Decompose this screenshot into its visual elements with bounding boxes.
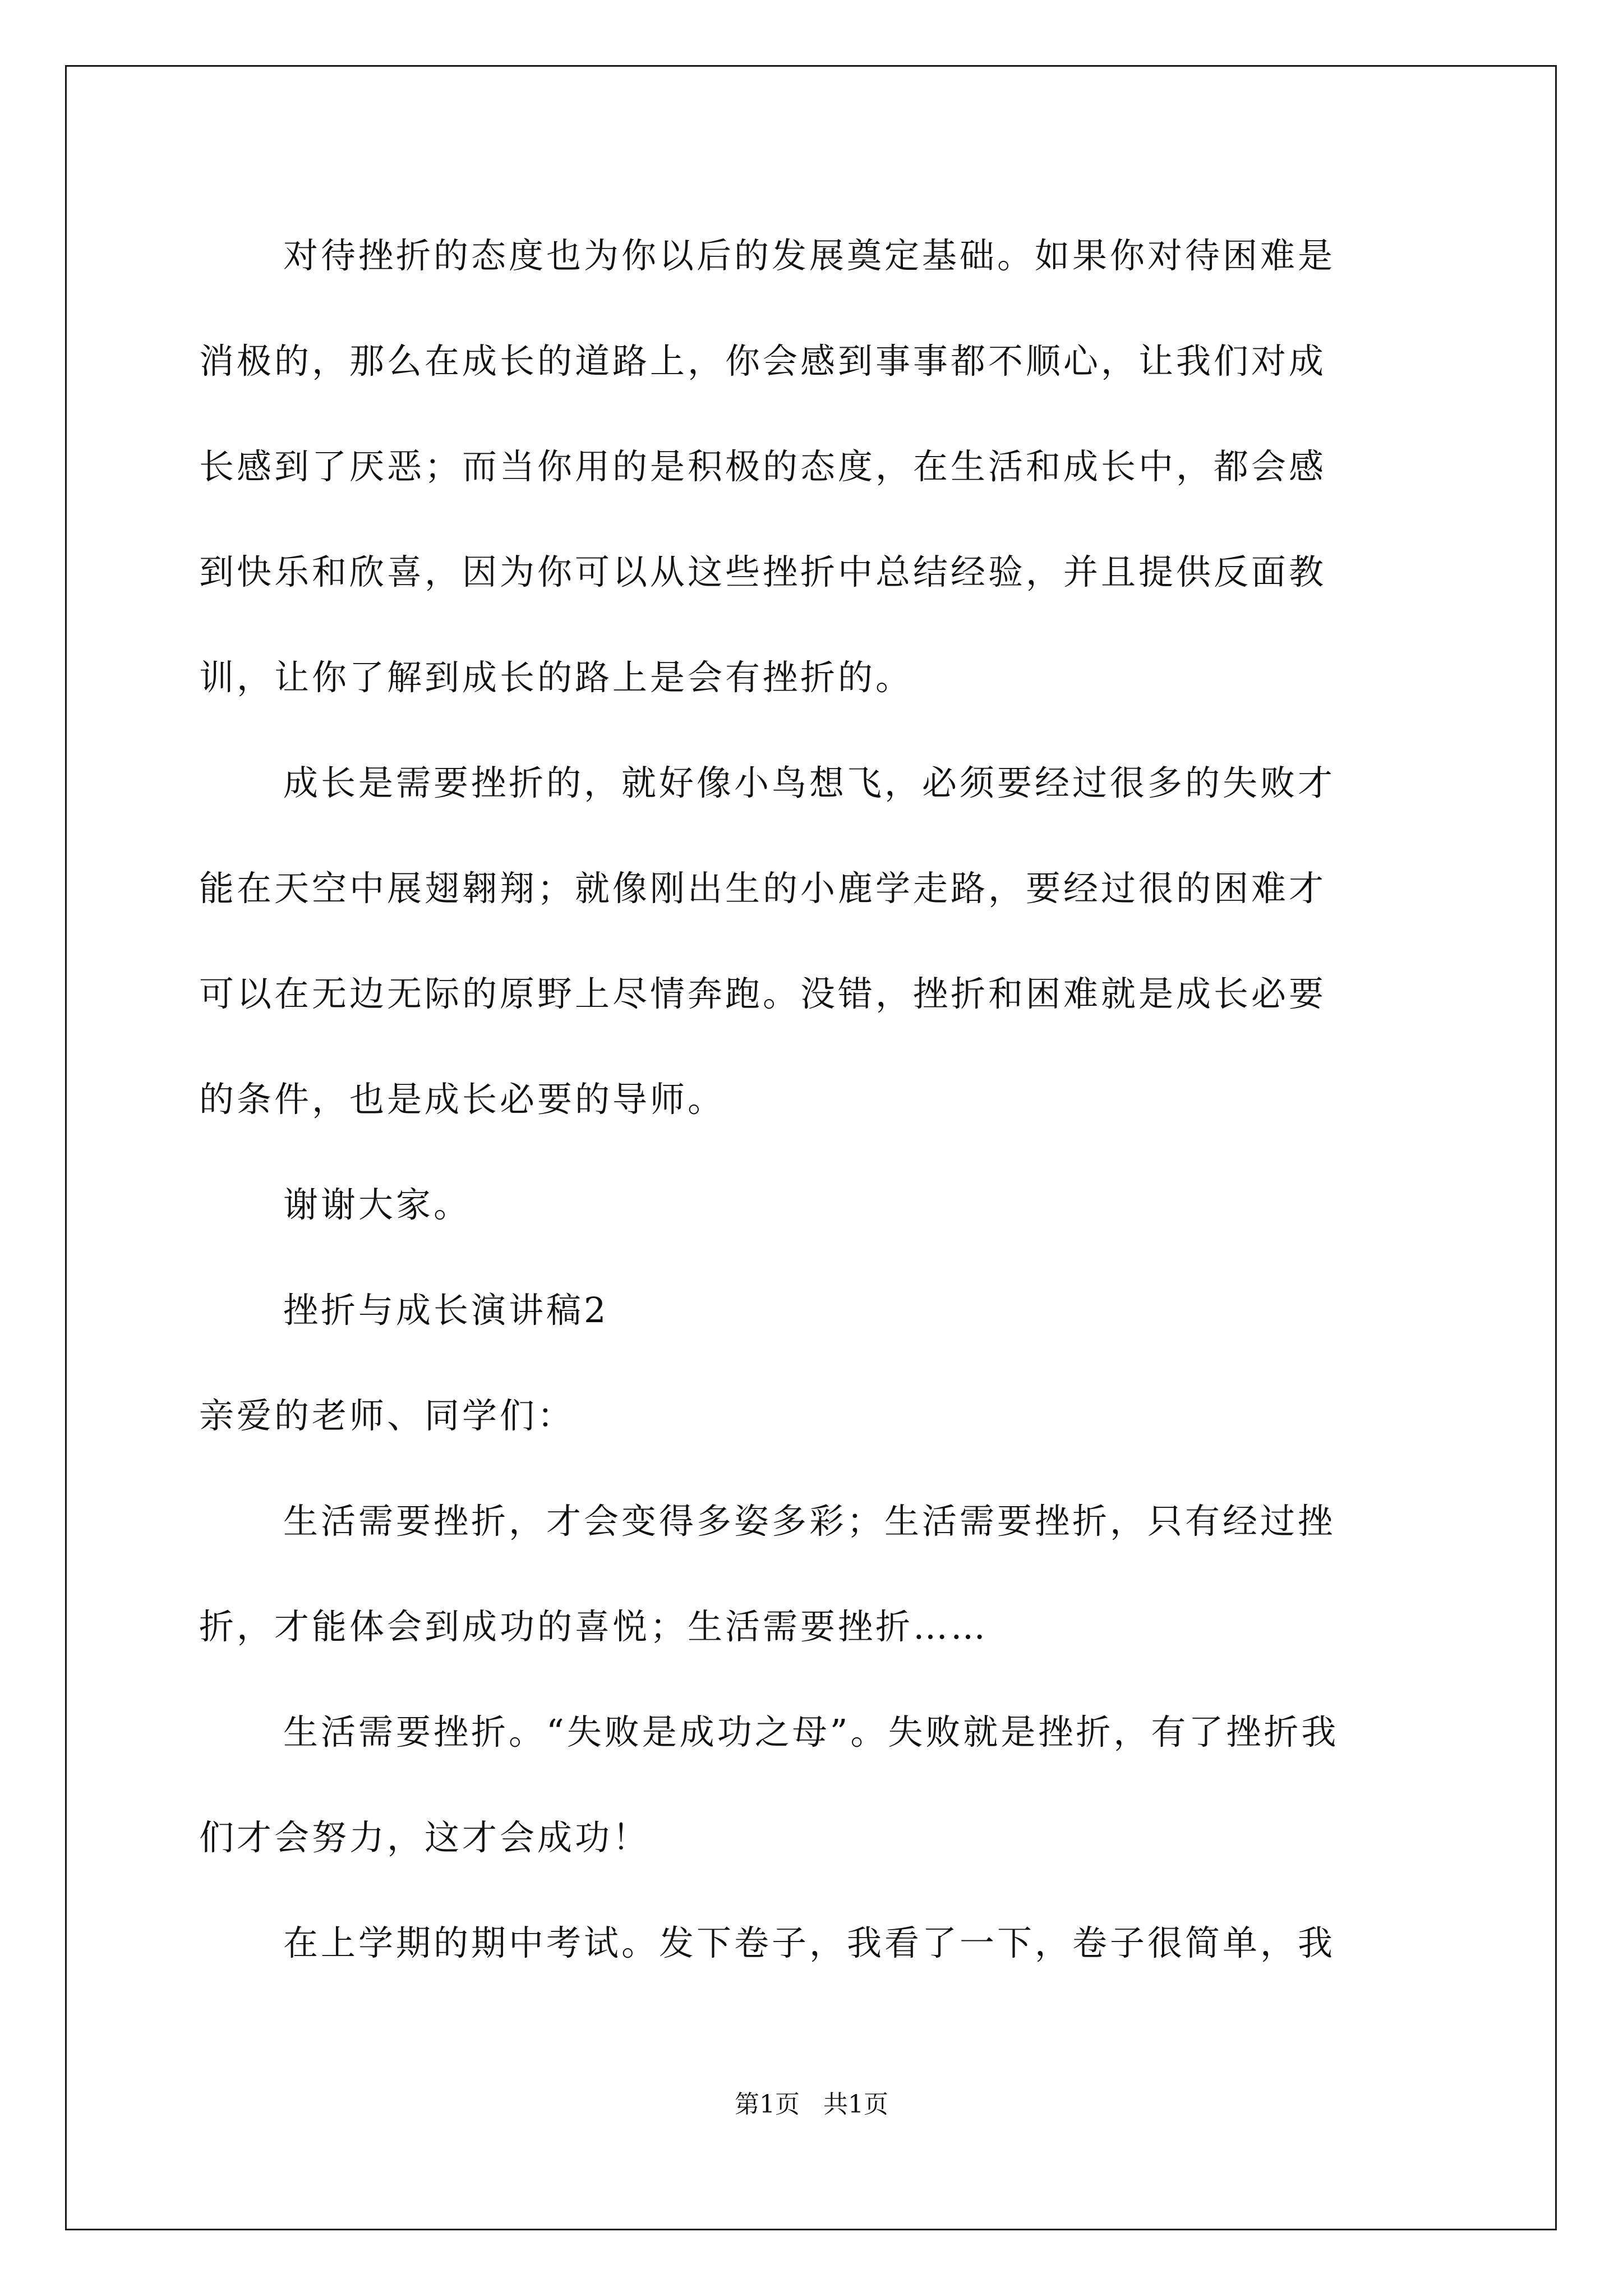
text-line: 能在天空中展翅翱翔；就像刚出生的小鹿学走路，要经过很的困难才 xyxy=(199,868,1327,909)
text-line: 消极的，那么在成长的道路上，你会感到事事都不顺心，让我们对成 xyxy=(199,341,1327,381)
text-line: 可以在无边无际的原野上尽情奔跑。没错，挫折和困难就是成长必要 xyxy=(199,973,1327,1014)
closing-line: 谢谢大家。 xyxy=(283,1184,472,1225)
text-line: 生活需要挫折，才会变得多姿多彩；生活需要挫折，只有经过挫 xyxy=(283,1501,1336,1542)
salutation: 亲爱的老师、同学们： xyxy=(199,1395,575,1436)
text-line: 生活需要挫折。“失败是成功之母”。失败就是挫折，有了挫折我 xyxy=(283,1711,1339,1752)
text-line: 长感到了厌恶；而当你用的是积极的态度，在生活和成长中，都会感 xyxy=(199,446,1327,487)
text-line: 们才会努力，这才会成功！ xyxy=(199,1817,651,1858)
page-number-footer: 第1页 共1页 xyxy=(735,2090,888,2119)
section-title: 挫折与成长演讲稿2 xyxy=(283,1290,609,1331)
text-line: 训，让你了解到成长的路上是会有挫折的。 xyxy=(199,657,914,698)
text-line: 的条件，也是成长必要的导师。 xyxy=(199,1079,726,1120)
text-line: 折，才能体会到成功的喜悦；生活需要挫折…… xyxy=(199,1606,989,1647)
text-line: 成长是需要挫折的，就好像小鸟想飞，必须要经过很多的失败才 xyxy=(283,762,1336,803)
text-line: 对待挫折的态度也为你以后的发展奠定基础。如果你对待困难是 xyxy=(283,235,1336,276)
text-line: 到快乐和欣喜，因为你可以从这些挫折中总结经验，并且提供反面教 xyxy=(199,551,1327,592)
text-line: 在上学期的期中考试。发下卷子，我看了一下，卷子很简单，我 xyxy=(283,1922,1336,1963)
document-body xyxy=(199,203,1427,1996)
